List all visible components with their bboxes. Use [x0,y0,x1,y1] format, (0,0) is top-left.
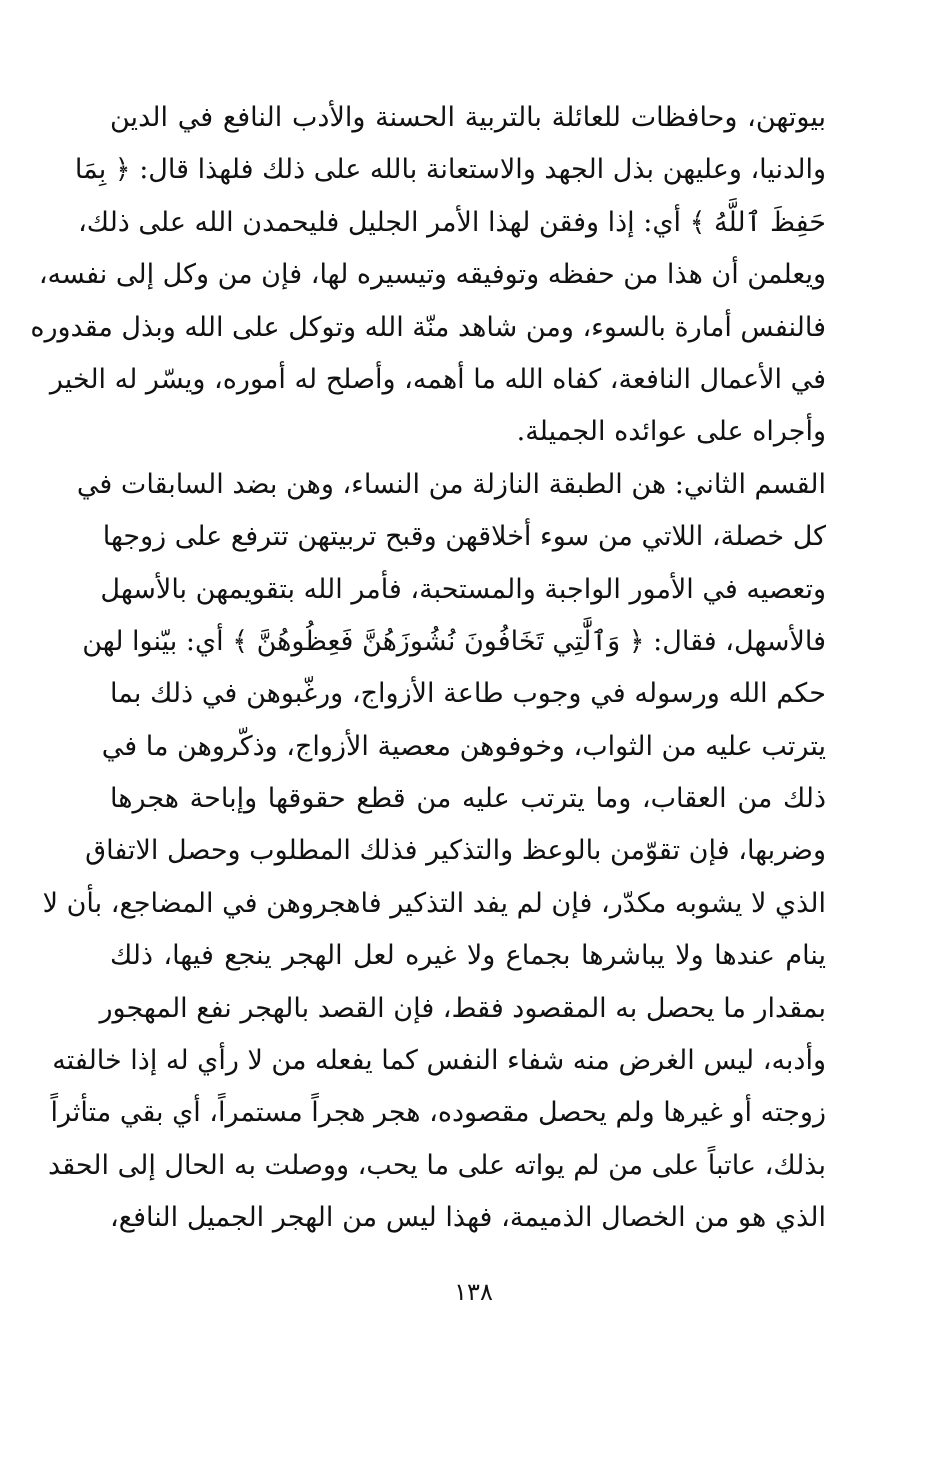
text-line: وتعصيه في الأمور الواجبة والمستحبة، فأمر الله بتقويمهن بالأسهل [100,573,826,605]
text-line: بيوتهن، وحافظات للعائلة بالتربية الحسنة والأدب النافع في الدين [110,102,826,133]
text-line: الذي هو من الخصال الذميمة، فهذا ليس من الهجر الجميل النافع، [110,1202,826,1234]
text-line: حَفِظَ ٱللَّهُ ﴾ أي: إذا وفقن لهذا الأمر الجليل فليحمدن الله على ذلك، [78,206,826,238]
text-line: بمقدار ما يحصل به المقصود فقط، فإن القصد بالهجر نفع المهجور [99,992,826,1024]
text-line: الذي لا يشوبه مكدّر، فإن لم يفد التذكير فاهجروهن في المضاجع، بأن لا [42,887,826,919]
text-line: زوجته أو غيرها ولم يحصل مقصوده، هجر هجراً مستمراً، أي بقي متأثراً [50,1097,826,1129]
text-line: ذلك من العقاب، وما يترتب عليه من قطع حقوقها وإباحة هجرها [110,783,826,815]
body-text [30,92,826,1245]
text-line: في الأعمال النافعة، كفاه الله ما أهمه، وأصلح له أموره، ويسّر له الخير [49,363,826,395]
text-line: وأجراه على عوائده الجميلة. [516,416,826,448]
text-line: كل خصلة، اللاتي من سوء أخلاقهن وقبح تربيتهن تترفع على زوجها [102,521,826,553]
text-line: فالأسهل، فقال: ﴿ وَٱلَّٰتِي تَخَافُونَ نُشُوزَهُنَّ فَعِظُوهُنَّ ﴾ أي: بيّنوا لهن [82,625,826,657]
text-line: بذلك، عاتباً على من لم يواته على ما يحب، ووصلت به الحال إلى الحقد [48,1149,826,1181]
page-number: ١٣٨ [454,1278,493,1306]
text-line: وأدبه، ليس الغرض منه شفاء النفس كما يفعله من لا رأي له إذا خالفته [52,1045,826,1077]
text-line: فالنفس أمارة بالسوء، ومن شاهد منّة الله وتوكل على الله وبذل مقدوره [30,311,826,343]
text-line: ويعلمن أن هذا من حفظه وتوفيقه وتيسيره لها، فإن من وكل إلى نفسه، [38,259,826,291]
text-line: ينام عندها ولا يباشرها بجماع ولا غيره لعل الهجر ينجع فيها، ذلك [110,940,826,972]
text-line: حكم الله ورسوله في وجوب طاعة الأزواج، ورغّبوهن في ذلك بما [110,678,826,710]
text-line: وضربها، فإن تقوّمن بالوعظ والتذكير فذلك المطلوب وحصل الاتفاق [85,835,826,867]
text-line: والدنيا، وعليهن بذل الجهد والاستعانة بالله على ذلك فلهذا قال: ﴿ بِمَا [74,154,826,186]
text-line: القسم الثاني: هن الطبقة النازلة من النساء، وهن بضد السابقات في [76,468,826,500]
text-line: يترتب عليه من الثواب، وخوفوهن معصية الأزواج، وذكّروهن ما في [101,730,826,762]
